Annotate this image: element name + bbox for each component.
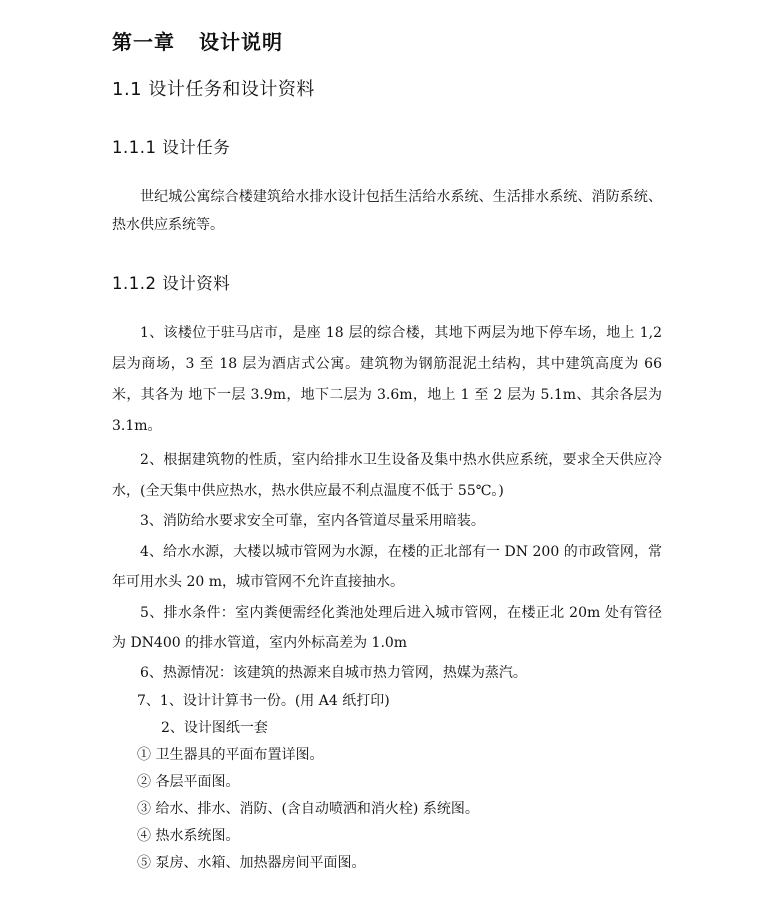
- section-heading-1-1-1: 1.1.1 设计任务: [112, 138, 231, 157]
- chapter-label: 第一章: [112, 30, 175, 54]
- materials-item-3: 3、消防给水要求安全可靠，室内各管道尽量采用暗装。: [140, 513, 485, 529]
- materials-item-7-1: 7、1、设计计算书一份。(用 A4 纸打印): [137, 693, 390, 709]
- section-heading-1-1: 1.1 设计任务和设计资料: [112, 79, 315, 100]
- materials-item-4: 4、给水水源，大楼以城市管网为水源，在楼的正北部有一 DN 200 的市政管网，常年可用水头 20 m，城市管网不允许直接抽水。: [112, 544, 662, 590]
- drawing-list-item: ① 卫生器具的平面布置详图。: [137, 747, 324, 763]
- materials-item-7-2: 2、设计图纸一套: [161, 720, 268, 736]
- materials-item-5: 5、排水条件：室内粪便需经化粪池处理后进入城市管网，在楼正北 20m 处有管径为 DN400 的排水管道，室内外标高差为 1.0m: [112, 605, 662, 651]
- materials-item-2: 2、根据建筑物的性质，室内给排水卫生设备及集中热水供应系统，要求全天供应冷水，(全天集中供应热水，热水供应最不利点温度不低于 55℃。): [112, 452, 662, 499]
- drawing-list-item: ② 各层平面图。: [137, 774, 240, 790]
- drawing-list-item: ④ 热水系统图。: [137, 828, 240, 844]
- section-heading-1-1-2: 1.1.2 设计资料: [112, 274, 231, 293]
- materials-item-6: 6、热源情况：该建筑的热源来自城市热力管网，热媒为蒸汽。: [140, 665, 527, 681]
- drawing-list-item: ⑤ 泵房、水箱、加热器房间平面图。: [137, 855, 366, 871]
- chapter-title: 设计说明: [199, 30, 283, 54]
- materials-item-1: 1、该楼位于驻马店市，是座 18 层的综合楼，其地下两层为地下停车场，地上 1,2 层为商场，3 至 18 层为酒店式公寓。建筑物为钢筋混泥土结构，其中建筑高度为 66 米，其各为 地下一层 3.9m，地下二层为 3.6m，地上 1 至 2 层为 5.1m、其余各层为 3.1m。: [112, 325, 662, 434]
- chapter-heading: [112, 26, 283, 55]
- task-paragraph: 世纪城公寓综合楼建筑给水排水设计包括生活给水系统、生活排水系统、消防系统、热水供应系统等。: [112, 189, 662, 233]
- drawing-list-item: ③ 给水、排水、消防、(含自动喷洒和消火栓) 系统图。: [137, 801, 479, 817]
